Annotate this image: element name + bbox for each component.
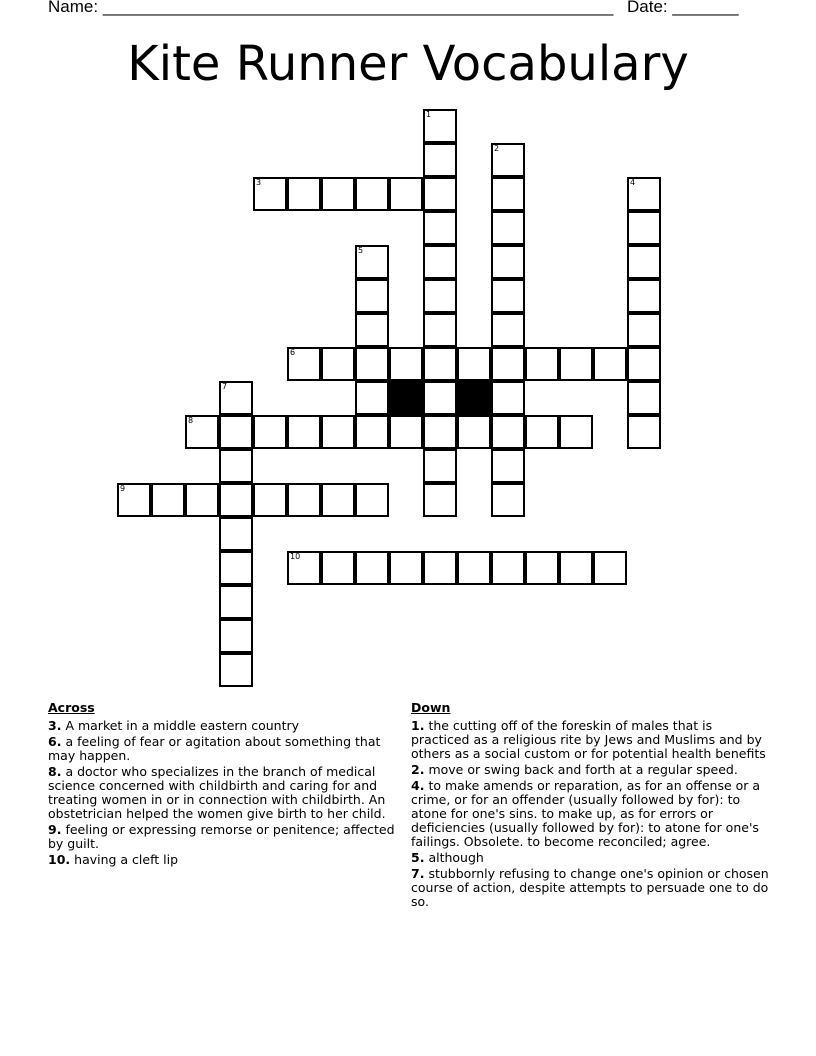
crossword-cell[interactable]: [423, 109, 457, 143]
clue-across-3: [48, 719, 404, 733]
crossword-cell[interactable]: [423, 347, 457, 381]
clue-number: 7.: [411, 866, 425, 881]
crossword-cell[interactable]: [389, 551, 423, 585]
clue-number: 10.: [48, 852, 71, 867]
clue-number: 8.: [48, 764, 62, 779]
crossword-cell[interactable]: [355, 347, 389, 381]
across-clues: [48, 701, 404, 869]
crossword-cell[interactable]: [627, 245, 661, 279]
crossword-cell[interactable]: [491, 177, 525, 211]
crossword-cell[interactable]: [491, 313, 525, 347]
crossword-cell[interactable]: [559, 415, 593, 449]
crossword-cell[interactable]: [389, 177, 423, 211]
clue-number-label: 7: [222, 382, 228, 391]
clue-down-5: [411, 851, 773, 865]
down-heading: Down: [411, 700, 451, 715]
clue-number: 9.: [48, 822, 62, 837]
crossword-cell[interactable]: [253, 483, 287, 517]
crossword-cell[interactable]: [457, 415, 491, 449]
crossword-cell[interactable]: [355, 415, 389, 449]
clue-down-7: [411, 867, 773, 909]
crossword-cell[interactable]: [253, 177, 287, 211]
crossword-cell[interactable]: [355, 177, 389, 211]
crossword-cell[interactable]: [151, 483, 185, 517]
name-label: Name:: [48, 0, 99, 16]
crossword-cell[interactable]: [287, 551, 321, 585]
crossword-cell[interactable]: [627, 313, 661, 347]
crossword-cell[interactable]: [287, 483, 321, 517]
page-title: Kite Runner Vocabulary: [127, 36, 689, 92]
clue-number: 6.: [48, 734, 62, 749]
crossword-cell[interactable]: [355, 551, 389, 585]
crossword-cell[interactable]: [423, 245, 457, 279]
crossword-cell[interactable]: [117, 483, 151, 517]
down-clues: [411, 701, 773, 911]
crossword-cell[interactable]: [627, 177, 661, 211]
crossword-cell[interactable]: [559, 347, 593, 381]
crossword-cell[interactable]: [423, 313, 457, 347]
date-line[interactable]: _______: [672, 0, 739, 16]
crossword-cell[interactable]: [321, 177, 355, 211]
crossword-cell[interactable]: [321, 415, 355, 449]
crossword-cell[interactable]: [559, 551, 593, 585]
crossword-cell[interactable]: [355, 245, 389, 279]
crossword-cell[interactable]: [355, 313, 389, 347]
clue-number-label: 9: [120, 484, 126, 493]
crossword-cell[interactable]: [321, 483, 355, 517]
clue-number-label: 6: [290, 348, 296, 357]
crossword-cell[interactable]: [627, 415, 661, 449]
crossword-cell[interactable]: [423, 415, 457, 449]
crossword-cell[interactable]: [525, 551, 559, 585]
blocked-cell: [389, 381, 423, 415]
crossword-cell[interactable]: [525, 347, 559, 381]
clue-number: 2.: [411, 762, 425, 777]
crossword-cell[interactable]: [491, 143, 525, 177]
crossword-cell[interactable]: [423, 211, 457, 245]
crossword-cell[interactable]: [219, 585, 253, 619]
clue-number: 4.: [411, 778, 425, 793]
crossword-cell[interactable]: [355, 483, 389, 517]
crossword-cell[interactable]: [321, 347, 355, 381]
clue-number-label: 5: [358, 246, 364, 255]
crossword-cell[interactable]: [219, 449, 253, 483]
crossword-cell[interactable]: [627, 347, 661, 381]
crossword-cell[interactable]: [321, 551, 355, 585]
clue-number-label: 2: [494, 144, 500, 153]
clue-across-8: [48, 765, 404, 821]
clue-down-2: [411, 763, 773, 777]
crossword-cell[interactable]: [423, 279, 457, 313]
clue-text: a feeling of fear or agitation about something that may happen.: [48, 734, 381, 763]
crossword-cell[interactable]: [423, 177, 457, 211]
clue-across-10: [48, 853, 404, 867]
crossword-cell[interactable]: [491, 245, 525, 279]
crossword-cell[interactable]: [423, 449, 457, 483]
crossword-cell[interactable]: [219, 551, 253, 585]
crossword-cell[interactable]: [219, 415, 253, 449]
clue-number-label: 4: [630, 178, 636, 187]
crossword-cell[interactable]: [593, 347, 627, 381]
crossword-cell[interactable]: [491, 483, 525, 517]
clue-text: to make amends or reparation, as for an offense or a crime, or for an offender (usually followed by for): to atone for one's sins. to make up, as for errors or deficiencies (usually followed by for): to atone for one's failings. Obsolete. to become reconciled; agree.: [411, 778, 761, 849]
crossword-cell[interactable]: [457, 347, 491, 381]
crossword-cell[interactable]: [423, 551, 457, 585]
clue-number-label: 8: [188, 416, 194, 425]
across-heading: Across: [48, 700, 95, 715]
crossword-cell[interactable]: [627, 279, 661, 313]
crossword-cell[interactable]: [627, 381, 661, 415]
clue-number-label: 3: [256, 178, 262, 187]
clue-down-4: [411, 779, 773, 849]
crossword-cell[interactable]: [423, 143, 457, 177]
date-label: Date:: [627, 0, 668, 16]
name-line[interactable]: ______________________________________________________: [102, 0, 614, 16]
crossword-cell[interactable]: [423, 381, 457, 415]
crossword-cell[interactable]: [491, 279, 525, 313]
clue-text: having a cleft lip: [74, 852, 179, 867]
crossword-cell[interactable]: [593, 551, 627, 585]
crossword-cell[interactable]: [627, 211, 661, 245]
crossword-cell[interactable]: [219, 381, 253, 415]
clue-text: stubbornly refusing to change one's opinion or chosen course of action, despite attempts to persuade one to do so.: [411, 866, 769, 909]
clue-text: the cutting off of the foreskin of males that is practiced as a religious rite by Jews and Muslims and by others as a social custom or for potential health benefits: [411, 718, 766, 761]
clue-across-6: [48, 735, 404, 763]
crossword-cell[interactable]: [219, 483, 253, 517]
crossword-cell[interactable]: [491, 211, 525, 245]
clue-text: A market in a middle eastern country: [65, 718, 300, 733]
crossword-cell[interactable]: [185, 415, 219, 449]
crossword-cell[interactable]: [423, 483, 457, 517]
crossword-cell[interactable]: [219, 619, 253, 653]
clue-text: a doctor who specializes in the branch of medical science concerned with childbirth and caring for and treating women in or in connection with childbirth. An obstetrician helped the women give birth to her child.: [48, 764, 386, 821]
crossword-cell[interactable]: [287, 347, 321, 381]
clue-number: 1.: [411, 718, 425, 733]
clue-text: although: [428, 850, 484, 865]
clue-number: 3.: [48, 718, 62, 733]
clue-number-label: 1: [426, 110, 432, 119]
clue-number-label: 10: [290, 552, 301, 561]
crossword-cell[interactable]: [457, 551, 491, 585]
crossword-cell[interactable]: [355, 279, 389, 313]
crossword-cell[interactable]: [219, 653, 253, 687]
crossword-cell[interactable]: [491, 551, 525, 585]
clue-text: feeling or expressing remorse or penitence; affected by guilt.: [48, 822, 395, 851]
crossword-cell[interactable]: [389, 347, 423, 381]
clue-number: 5.: [411, 850, 425, 865]
clue-down-1: [411, 719, 773, 761]
crossword-cell[interactable]: [287, 415, 321, 449]
crossword-cell[interactable]: [185, 483, 219, 517]
crossword-cell[interactable]: [389, 415, 423, 449]
clue-text: move or swing back and forth at a regular speed.: [428, 762, 738, 777]
blocked-cell: [457, 381, 491, 415]
crossword-cell[interactable]: [491, 347, 525, 381]
crossword-cell[interactable]: [491, 449, 525, 483]
clue-across-9: [48, 823, 404, 851]
crossword-cell[interactable]: [491, 381, 525, 415]
crossword-cell[interactable]: [287, 177, 321, 211]
crossword-cell[interactable]: [355, 381, 389, 415]
crossword-cell[interactable]: [253, 415, 287, 449]
crossword-cell[interactable]: [219, 517, 253, 551]
crossword-cell[interactable]: [525, 415, 559, 449]
crossword-cell[interactable]: [491, 415, 525, 449]
